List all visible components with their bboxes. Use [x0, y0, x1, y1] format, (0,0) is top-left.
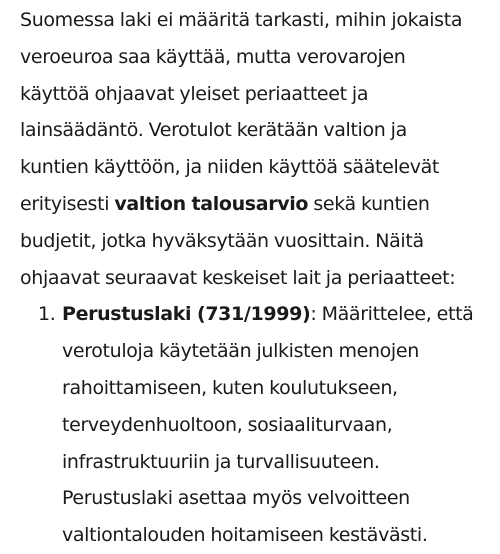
text-segment: sekä kuntien: [308, 192, 430, 215]
text-line: verotuloja käytetään julkisten menojen: [62, 340, 419, 363]
text-line: ohjaavat seuraavat keskeiset lait ja periaatteet:: [20, 266, 456, 289]
text-line: lainsäädäntö. Verotulot kerätään valtion ja: [20, 119, 407, 142]
bold-term-constitution: Perustuslaki (731/1999): [62, 303, 311, 326]
bold-term-budget: valtion talousarvio: [114, 192, 309, 215]
text-line: Suomessa laki ei määritä tarkasti, mihin jokaista: [20, 9, 463, 31]
text-line: infrastruktuuriin ja turvallisuuteen.: [62, 450, 380, 473]
text-line: käyttöä ohjaavat yleiset periaatteet ja: [20, 82, 369, 105]
text-line: [62, 296, 490, 333]
text-line: [20, 186, 490, 223]
intro-paragraph: [20, 2, 490, 296]
message-content: [20, 2, 490, 554]
text-line: valtiontalouden hoitamiseen kestävästi.: [62, 524, 428, 547]
text-line: kuntien käyttöön, ja niiden käyttöä säätelevät: [20, 156, 440, 179]
text-segment: : Määrittelee, että: [310, 303, 474, 326]
list-item: [20, 296, 490, 554]
text-segment: erityisesti: [20, 192, 115, 215]
text-line: budjetit, jotka hyväksytään vuosittain. Näitä: [20, 229, 424, 252]
text-line: rahoittamiseen, kuten koulutukseen,: [62, 376, 398, 399]
text-line: terveydenhuoltoon, sosiaaliturvaan,: [62, 413, 393, 436]
laws-list: [20, 296, 490, 554]
list-marker: 1.: [38, 303, 56, 326]
text-line: veroeuroa saa käyttää, mutta verovarojen: [20, 45, 406, 68]
text-line: Perustuslaki asettaa myös velvoitteen: [62, 487, 410, 510]
